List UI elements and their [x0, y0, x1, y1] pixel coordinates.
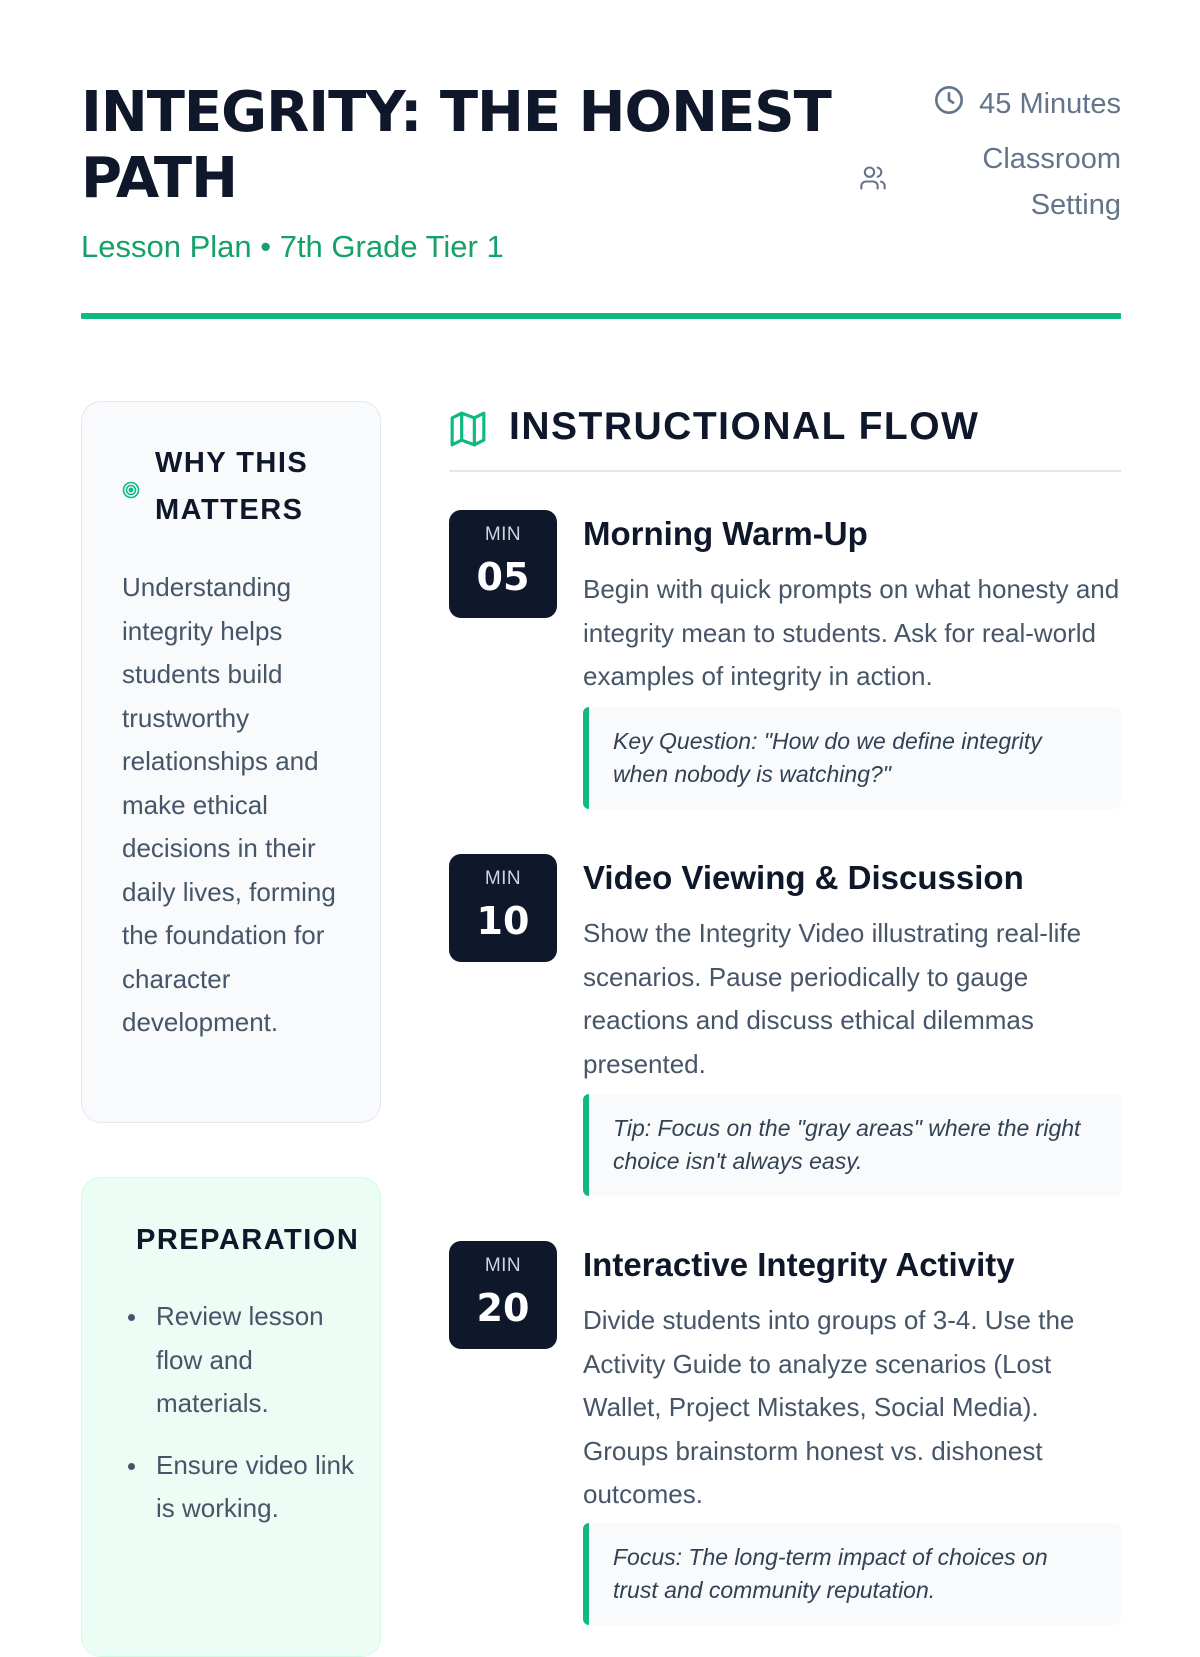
badge-min-label: MIN — [484, 524, 522, 545]
badge-min-label: MIN — [484, 1255, 522, 1276]
flow-step-activity — [449, 1241, 1121, 1603]
map-icon — [449, 410, 487, 448]
flow-step-video — [449, 854, 1121, 1204]
step-description: Divide students into groups of 3-4. Use the Activity Guide to analyze scenarios (Lost Wallet, Project Mistakes, Social Media). Groups brainstorm honest vs. dishonest outcomes. — [583, 1305, 1075, 1509]
preparation-card — [81, 1177, 381, 1657]
duration-text: 45 Minutes — [979, 87, 1121, 120]
step-title: Morning Warm-Up — [583, 515, 868, 552]
why-body: Understanding integrity helps students build trustworthy relationships and make ethical decisions in their daily lives, forming the foundation for character development. — [122, 572, 336, 1037]
lesson-plan-page — [81, 0, 1121, 1603]
flow-step-warm-up — [449, 510, 1121, 810]
step-title: Video Viewing & Discussion — [583, 859, 1024, 896]
list-item: Review lesson flow and materials. — [102, 1295, 362, 1426]
header-divider — [81, 313, 1121, 319]
step-title: Interactive Integrity Activity — [583, 1246, 1015, 1283]
list-item: Ensure video link is working. — [102, 1444, 362, 1531]
step-callout: Tip: Focus on the "gray areas" where the right choice isn't always easy. — [583, 1094, 1121, 1196]
minutes-badge — [449, 1241, 557, 1349]
lesson-header — [81, 80, 1121, 320]
setting-text: Classroom Setting — [982, 143, 1121, 221]
duration-meta — [933, 84, 1121, 124]
target-icon — [122, 481, 140, 499]
users-icon — [859, 164, 887, 192]
step-callout: Key Question: "How do we define integrity when nobody is watching?" — [583, 707, 1121, 809]
preparation-list — [102, 1295, 362, 1549]
step-description: Show the Integrity Video illustrating real-life scenarios. Pause periodically to gauge reactions and discuss ethical dilemmas presented. — [583, 918, 1082, 1079]
why-heading: WHY THIS MATTERS — [155, 447, 309, 526]
lesson-subtitle: Lesson Plan • 7th Grade Tier 1 — [81, 229, 504, 264]
badge-minutes: 05 — [476, 555, 530, 599]
instructional-flow-header — [449, 400, 1121, 472]
step-callout: Focus: The long-term impact of choices on trust and community reputation. — [583, 1523, 1121, 1625]
badge-min-label: MIN — [484, 868, 522, 889]
instructional-flow-title: INSTRUCTIONAL FLOW — [509, 405, 980, 448]
badge-minutes: 10 — [476, 899, 530, 943]
page-title: INTEGRITY: THE HONEST PATH — [81, 80, 831, 211]
minutes-badge — [449, 854, 557, 962]
badge-minutes: 20 — [476, 1286, 530, 1330]
preparation-heading: PREPARATION — [136, 1224, 360, 1256]
step-description: Begin with quick prompts on what honesty and integrity mean to students. Ask for real-world examples of integrity in action. — [583, 574, 1120, 691]
minutes-badge — [449, 510, 557, 618]
why-this-matters-card — [81, 401, 381, 1123]
clock-icon — [933, 84, 965, 124]
